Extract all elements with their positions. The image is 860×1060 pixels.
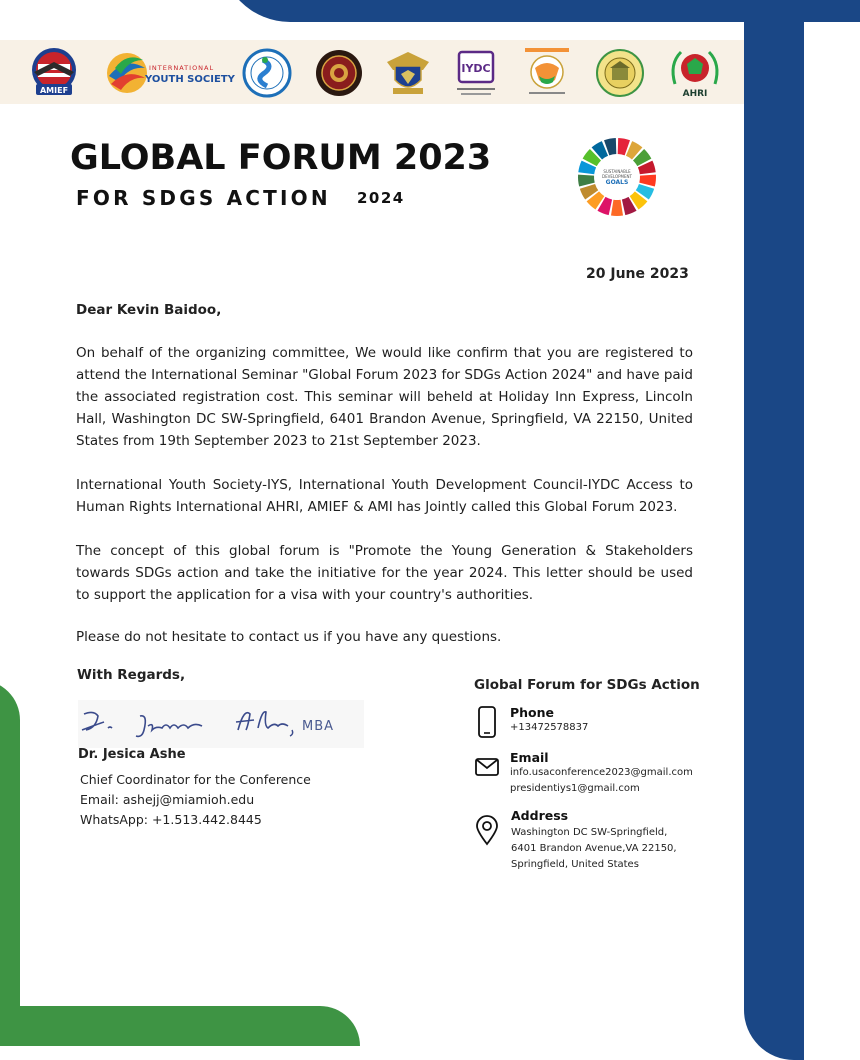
signer-email: Email: ashejj@miamioh.edu: [80, 792, 255, 807]
email-address-2: presidentiys1@gmail.com: [510, 783, 640, 794]
address-line-2: 6401 Brandon Avenue,VA 22150,: [511, 843, 677, 854]
sdg-line3: GOALS: [605, 179, 629, 186]
email-label: Email: [510, 750, 549, 765]
signer-whatsapp: WhatsApp: +1.513.442.8445: [80, 812, 262, 827]
international-youth-society-logo: [105, 48, 235, 98]
iydc-logo-text: IYDC: [461, 62, 491, 75]
phone-label: Phone: [510, 705, 555, 720]
signer-role: Chief Coordinator for the Conference: [80, 772, 311, 787]
amief-logo: [26, 46, 82, 98]
bottom-green-corner: [0, 1006, 360, 1046]
iydc-logo: [451, 48, 501, 100]
address-line-1: Washington DC SW-Springfield,: [511, 827, 668, 838]
ahri-logo: [667, 46, 723, 100]
signer-name: Dr. Jesica Ashe: [78, 747, 186, 762]
page-subtitle-year: 2024: [357, 189, 405, 207]
round-seal-logo: [595, 48, 645, 98]
dark-seal-logo: [314, 48, 364, 98]
sdg-segment: [639, 175, 656, 187]
email-address-1: info.usaconference2023@gmail.com: [510, 767, 693, 778]
iys-line2: YOUTH SOCIETY: [145, 74, 235, 85]
signature-image: [78, 700, 364, 748]
sdg-line1: SUSTAINABLE: [603, 169, 631, 174]
closing: With Regards,: [77, 667, 186, 683]
ahri-logo-text: AHRI: [682, 89, 708, 99]
sdg-segment: [611, 200, 623, 216]
amief-logo-text: AMIEF: [39, 86, 69, 95]
page-title: GLOBAL FORUM 2023: [70, 138, 492, 178]
sdg-line2: DEVELOPMENT: [602, 174, 632, 179]
location-pin-icon: [475, 815, 499, 845]
top-blue-corner: [220, 0, 860, 22]
page-subtitle: FOR SDGS ACTION: [76, 186, 331, 210]
letter-date: 20 June 2023: [586, 266, 689, 282]
paragraph-concept: The concept of this global forum is "Promote the Young Generation & Stakeholders towards SDGs action and take the initiative for the year 2024. This letter should be used to support the application for a visa with your country's authorities.: [76, 543, 693, 603]
phone-number: +13472578837: [510, 722, 589, 733]
right-blue-border: [744, 20, 804, 1060]
sdg-segment: [578, 175, 595, 187]
email-icon: [475, 758, 499, 776]
phone-icon: [477, 706, 497, 738]
flag-badge-logo: [521, 46, 573, 98]
paragraph-contact: Please do not hesitate to contact us if you have any questions.: [76, 629, 502, 645]
paragraph-registration: On behalf of the organizing committee, We would like confirm that you are registered to attend the International Seminar "Global Forum 2023 for SDGs Action 2024" and have paid the associated registration cost. This seminar will beheld at Holiday Inn Express, Lincoln Hall, Washington DC SW-Springfield, 6401 Brandon Avenue, Springfield, VA 22150, United States from 19th September 2023 to 21st September 2023.: [76, 345, 693, 449]
left-green-border: [0, 680, 20, 1040]
address-line-3: Springfield, United States: [511, 859, 639, 870]
paragraph-organizers: International Youth Society-IYS, International Youth Development Council-IYDC Access to Human Rights International AHRI, AMIEF & AMI has Jointly called this Global Forum 2023.: [76, 477, 693, 515]
iys-line1: INTERNATIONAL: [149, 64, 215, 72]
salutation: Dear Kevin Baidoo,: [76, 302, 222, 318]
contact-title: Global Forum for SDGs Action: [474, 677, 700, 693]
shield-crest-logo: [385, 48, 431, 98]
circle-emblem-logo: [241, 48, 293, 98]
svg-text:MBA: MBA: [302, 719, 335, 734]
sdg-wheel-logo: [576, 136, 658, 218]
partner-logo-band: [0, 40, 744, 104]
address-label: Address: [511, 808, 569, 823]
